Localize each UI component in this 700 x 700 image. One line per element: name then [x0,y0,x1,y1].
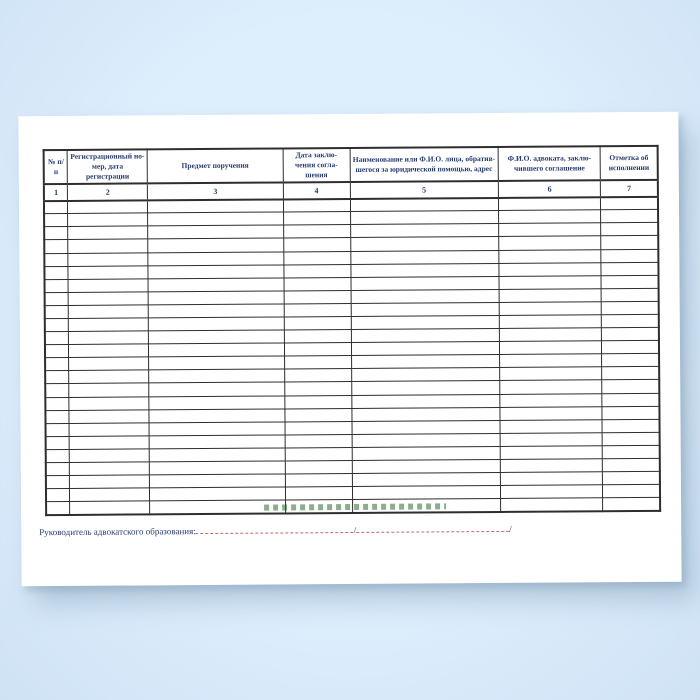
table-cell [68,200,148,214]
table-cell [148,291,284,305]
table-cell [45,318,69,331]
table-cell [148,304,284,318]
table-cell [602,314,659,327]
table-cell [500,380,603,394]
column-header-index: № п/п [44,150,68,184]
column-number: 7 [601,180,658,197]
table-cell [351,329,500,343]
table-cell [149,448,285,462]
table-cell [148,225,284,239]
table-cell [70,475,150,489]
table-cell [45,384,69,397]
table-cell [148,278,284,292]
table-cell [351,289,500,303]
table-cell [285,487,352,501]
table-cell [603,445,660,458]
table-cell [149,435,285,449]
slash-separator: / [353,524,357,535]
name-blank-line [353,523,509,535]
table-body [44,180,660,516]
table-cell [284,356,351,370]
table-cell [350,250,499,264]
table-cell [601,223,658,236]
table-cell [285,434,352,448]
table-cell [148,238,284,252]
table-cell [603,471,660,484]
table-cell [351,276,500,290]
table-cell [69,357,149,371]
table-cell [602,432,659,445]
table-cell [70,488,150,502]
table-cell [284,382,351,396]
table-cell [500,459,603,473]
column-header-client: Наименование или Ф.И.О. лица, обратив-шегося за юридической помощью, адрес [350,147,499,182]
slash-separator-2: / [509,523,512,534]
table-cell [69,423,149,437]
table-cell [284,290,351,304]
table-cell [285,500,352,514]
table-cell [351,315,500,329]
table-cell [352,446,501,460]
signature-blank-line [196,524,354,534]
table-cell [351,368,500,382]
table-cell [70,436,150,450]
table-cell [148,265,284,279]
table-cell [46,489,70,502]
table-cell [500,367,603,381]
table-cell [45,371,69,384]
table-cell [46,463,70,476]
table-cell [498,197,601,211]
table-cell [499,341,602,355]
table-cell [499,262,602,276]
table-cell [499,223,602,237]
table-cell [149,422,285,436]
table-cell [500,420,603,434]
table-cell [46,436,70,449]
table-cell [46,423,70,436]
table-cell [285,461,352,475]
table-cell [284,251,351,265]
table-cell [46,502,70,515]
table-cell [351,302,500,316]
table-cell [149,396,285,410]
column-number: 2 [68,183,148,201]
table-cell [285,474,352,488]
table-cell [44,240,68,253]
table-cell [352,433,501,447]
column-header-completion-mark: Отметка об исполнении [600,146,657,180]
table-cell [69,344,149,358]
table-cell [45,410,69,423]
document-page [18,112,681,587]
table-cell [351,381,500,395]
table-cell [46,449,70,462]
table-cell [499,315,602,329]
table-cell [602,354,659,367]
table-cell [45,305,69,318]
table-cell [603,458,660,471]
table-cell [352,486,501,500]
table-cell [603,485,660,498]
table-cell [44,253,68,266]
table-cell [69,370,149,384]
table-cell [350,198,499,212]
table-cell [500,393,603,407]
table-cell [284,369,351,383]
table-cell [285,421,352,435]
table-cell [500,406,603,420]
table-cell [284,343,351,357]
table-cell [500,433,603,447]
table-cell [602,393,659,406]
column-number: 3 [147,182,283,200]
footer-signature [39,522,681,537]
table-cell [69,305,149,319]
table-cell [284,277,351,291]
table-cell [350,224,499,238]
table-cell [69,396,149,410]
table-cell [149,343,285,357]
table-cell [602,419,659,432]
column-number: 6 [498,180,601,198]
table-cell [500,446,603,460]
table-cell [149,409,285,423]
table-cell [350,237,499,251]
table-cell [500,485,603,499]
table-cell [69,331,149,345]
table-cell [602,327,659,340]
column-number: 1 [44,184,68,201]
table-cell [149,369,285,383]
table-cell [148,212,284,226]
table-cell [285,395,352,409]
table-cell [501,498,604,512]
table-cell [350,211,499,225]
table-cell [68,213,148,227]
registration-table [43,145,662,516]
table-cell [351,342,500,356]
table-cell [499,328,602,342]
table-cell [150,474,286,488]
table-cell [69,318,149,332]
table-cell [350,263,499,277]
table-cell [351,407,500,421]
table-header [44,146,658,184]
table-cell [68,239,148,253]
table-cell [69,410,149,424]
table-cell [352,473,501,487]
column-header-registration: Регистрационный но-мер, дата регистрации [68,149,148,183]
table-cell [285,447,352,461]
table-cell [148,252,284,266]
table-cell [283,212,350,226]
table-cell [499,249,602,263]
column-header-agreement-date: Дата заклю-чения согла-шения [283,148,350,182]
table-cell [68,226,148,240]
table-cell [149,356,285,370]
table-cell [499,275,602,289]
table-cell [352,460,501,474]
table-cell [70,462,150,476]
table-cell [45,358,69,371]
table-cell [602,301,659,314]
table-cell [601,249,658,262]
table-cell [351,355,500,369]
table-cell [284,303,351,317]
table-cell [149,461,285,475]
table-cell [500,472,603,486]
table-cell [283,238,350,252]
table-cell [352,499,501,513]
table-cell [45,345,69,358]
table-cell [45,397,69,410]
table-cell [283,199,350,213]
table-cell [68,252,148,266]
header-row [44,146,658,184]
table-cell [601,262,658,275]
table-cell [352,420,501,434]
table-cell [69,383,149,397]
table-cell [46,476,70,489]
table-cell [351,394,500,408]
table-cell [69,292,149,306]
table-cell [68,279,148,293]
table-cell [149,382,285,396]
table-cell [499,289,602,303]
table-cell [44,201,68,214]
column-header-subject: Предмет поручения [147,148,283,183]
table-cell [44,266,68,279]
table-cell [602,406,659,419]
table-cell [45,292,69,305]
table-cell [285,408,352,422]
table-cell [150,487,286,501]
table-cell [70,449,150,463]
column-number: 4 [283,182,350,199]
table-cell [45,332,69,345]
table-cell [602,341,659,354]
table-cell [602,380,659,393]
table-cell [44,227,68,240]
table-cell [601,288,658,301]
table-cell [148,317,284,331]
table-cell [284,317,351,331]
signature-label: Руководитель адвокатского образования: [39,526,196,538]
table-cell [284,264,351,278]
table-cell [150,500,286,514]
table-cell [68,266,148,280]
column-number: 5 [350,181,499,199]
table-cell [500,354,603,368]
table-cell [148,199,284,213]
table-cell [602,367,659,380]
table-cell [284,330,351,344]
table-cell [601,236,658,249]
table-cell [70,501,150,515]
table-cell [499,236,602,250]
table-cell [601,197,658,210]
table-cell [499,302,602,316]
table-cell [603,498,660,511]
table-cell [601,275,658,288]
table-cell [601,210,658,223]
table-cell [499,210,602,224]
table-cell [283,225,350,239]
table-cell [45,279,69,292]
table-cell [149,330,285,344]
column-header-advocate: Ф.И.О. адвоката, заклю-чившего соглашение [498,146,601,180]
table-cell [44,214,68,227]
